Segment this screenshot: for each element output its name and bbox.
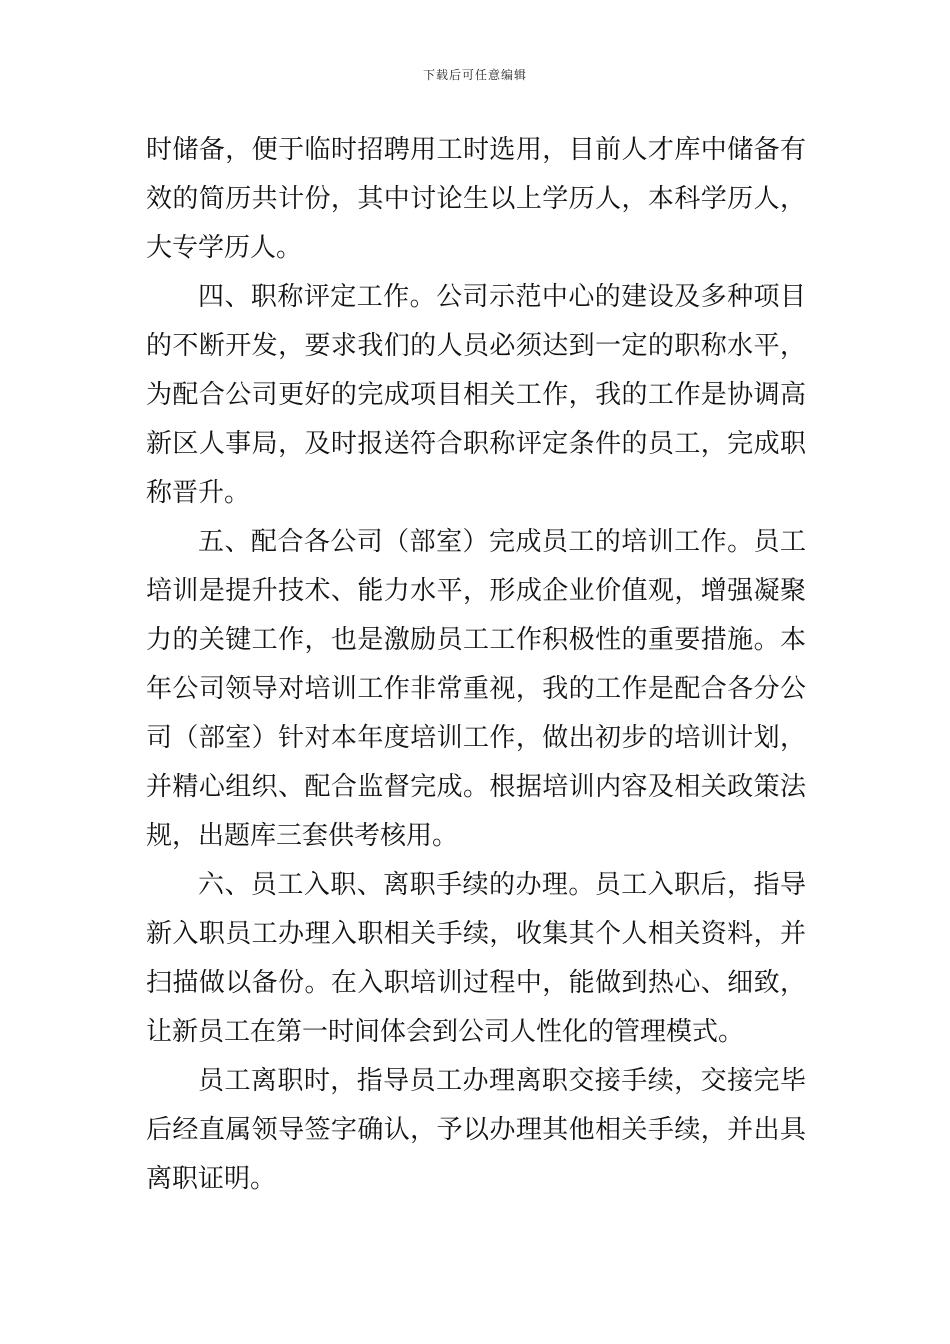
paragraph-continuation: 时储备，便于临时招聘用工时选用，目前人才库中储备有效的简历共计份，其中讨论生以上学历人，本科学历人，大专学历人。 bbox=[146, 135, 806, 263]
document-body bbox=[146, 126, 806, 1204]
paragraph-onboarding: 六、员工入职、离职手续的办理。员工入职后，指导新入职员工办理入职相关手续，收集其个人相关资料，并扫描做以备份。在入职培训过程中，能做到热心、细致，让新员工在第一时间体会到公司人性化的管理模式。 bbox=[146, 870, 806, 1047]
paragraph-title-evaluation: 四、职称评定工作。公司示范中心的建设及多种项目的不断开发，要求我们的人员必须达到一定的职称水平，为配合公司更好的完成项目相关工作，我的工作是协调高新区人事局，及时报送符合职称评定条件的员工，完成职称晋升。 bbox=[146, 282, 806, 508]
paragraph-training: 五、配合各公司（部室）完成员工的培训工作。员工培训是提升技术、能力水平，形成企业价值观，增强凝聚力的关键工作，也是激励员工工作积极性的重要措施。本年公司领导对培训工作非常重视，我的工作是配合各分公司（部室）针对本年度培训工作，做出初步的培训计划，并精心组织、配合监督完成。根据培训内容及相关政策法规，出题库三套供考核用。 bbox=[146, 527, 806, 851]
paragraph-offboarding: 员工离职时，指导员工办理离职交接手续，交接完毕后经直属领导签字确认，予以办理其他相关手续，并出具离职证明。 bbox=[146, 1066, 806, 1194]
page-header: 下载后可任意编辑 bbox=[422, 68, 527, 82]
